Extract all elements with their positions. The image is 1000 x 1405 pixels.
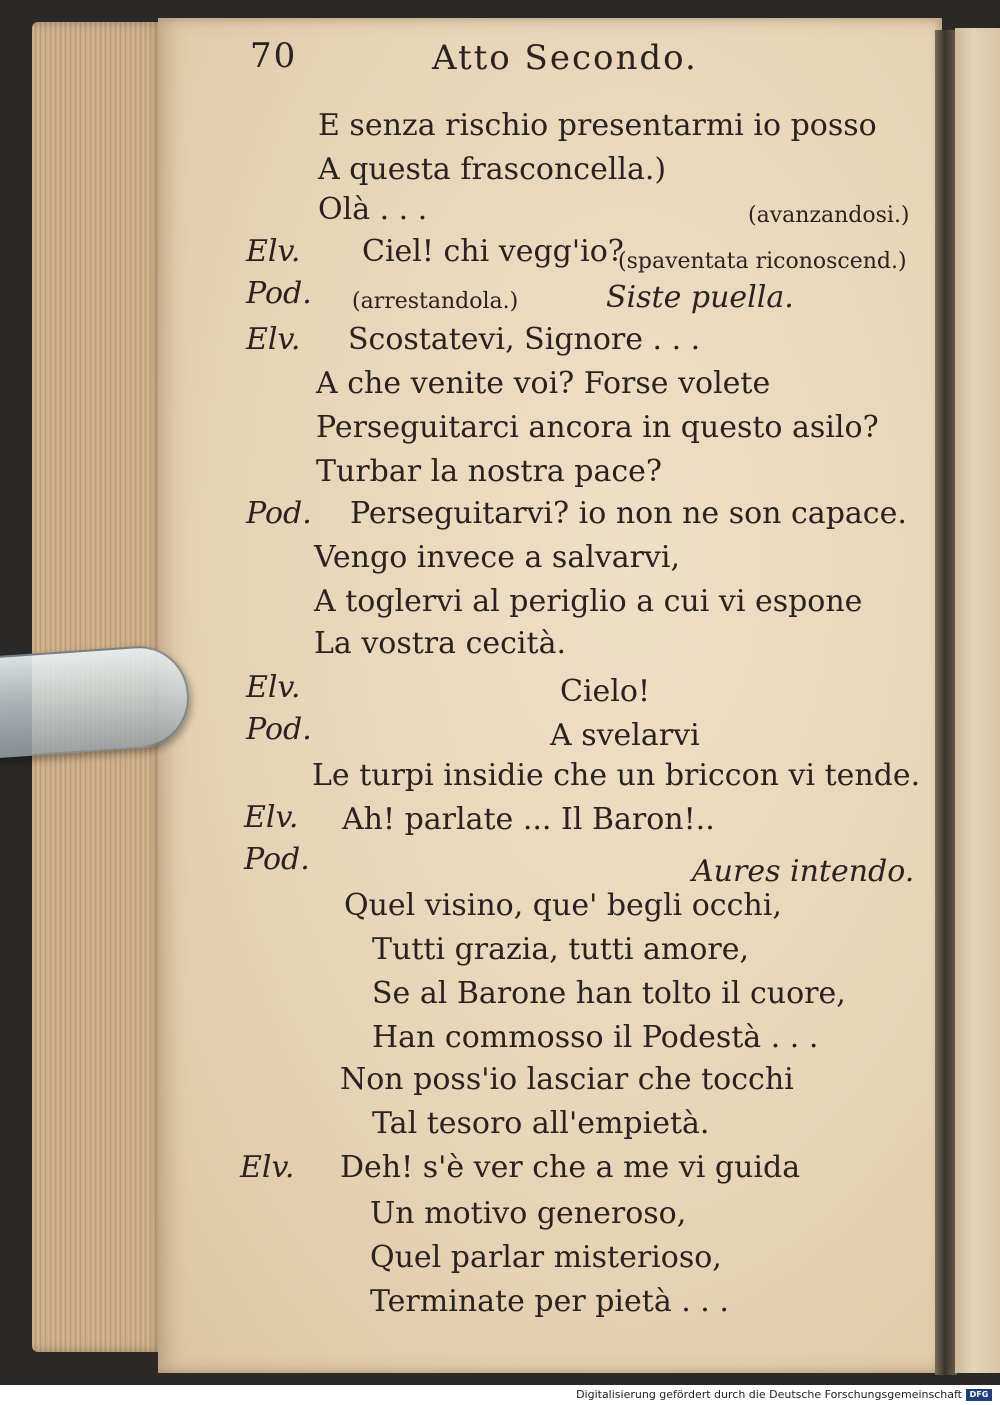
verse-line: Se al Barone han tolto il cuore, (372, 976, 846, 1011)
verse-line: Deh! s'è ver che a me vi guida (340, 1150, 801, 1185)
latin-phrase: Aures intendo. (692, 854, 915, 889)
funding-credit: Digitalisierung gefördert durch die Deutsche Forschungsgemeinschaft (576, 1388, 962, 1401)
verse-line: A questa frasconcella.) (318, 152, 667, 187)
verse-line: Ciel! chi vegg'io? (362, 234, 624, 269)
page-number: 70 (250, 36, 298, 76)
verse-line: Turbar la nostra pace? (316, 454, 662, 489)
verse-line: Terminate per pietà . . . (370, 1284, 729, 1319)
verse-line: A svelarvi (550, 718, 700, 753)
verse-line: La vostra cecità. (314, 626, 566, 661)
verse-line: Olà . . . (318, 192, 428, 227)
verse-line: E senza rischio presentarmi io posso (318, 108, 877, 143)
verse-line: Le turpi insidie che un briccon vi tende. (312, 758, 921, 793)
verse-line: Scostatevi, Signore . . . (348, 322, 701, 357)
speaker-label: Elv. (240, 1150, 295, 1185)
dfg-logo-icon: DFG (966, 1389, 992, 1401)
verse-line: Tutti grazia, tutti amore, (372, 932, 750, 967)
stage-direction: (arrestandola.) (352, 289, 519, 314)
speaker-label: Elv. (246, 234, 301, 269)
verse-line: Quel parlar misterioso, (370, 1240, 722, 1275)
verse-line: Quel visino, que' begli occhi, (344, 888, 782, 923)
stage-direction: (spaventata riconoscend.) (618, 249, 907, 274)
page-clip (0, 643, 192, 759)
speaker-label: Pod. (246, 496, 312, 531)
speaker-label: Pod. (246, 276, 312, 311)
verse-line: Perseguitarvi? io non ne son capace. (350, 496, 907, 531)
speaker-label: Elv. (246, 322, 301, 357)
speaker-label: Elv. (246, 670, 301, 705)
verse-line: Vengo invece a salvarvi, (314, 540, 681, 575)
footer-bar (0, 1385, 1000, 1405)
verse-line: Un motivo generoso, (370, 1196, 687, 1231)
speaker-label: Pod. (244, 842, 310, 877)
speaker-label: Pod. (246, 712, 312, 747)
verse-line: A che venite voi? Forse volete (316, 366, 771, 401)
verse-line: A toglervi al periglio a cui vi espone (314, 584, 863, 619)
verse-line: Perseguitarci ancora in questo asilo? (316, 410, 879, 445)
page-title: Atto Secondo. (432, 38, 698, 78)
verse-line: Han commosso il Podestà . . . (372, 1020, 819, 1055)
verse-line: Ah! parlate ... Il Baron!.. (342, 802, 715, 837)
verse-line: Tal tesoro all'empietà. (372, 1106, 710, 1141)
latin-phrase: Siste puella. (606, 280, 794, 315)
verse-line: Cielo! (560, 674, 651, 709)
verse-line: Non poss'io lasciar che tocchi (340, 1062, 794, 1097)
stage-direction: (avanzandosi.) (748, 203, 910, 228)
speaker-label: Elv. (244, 800, 299, 835)
